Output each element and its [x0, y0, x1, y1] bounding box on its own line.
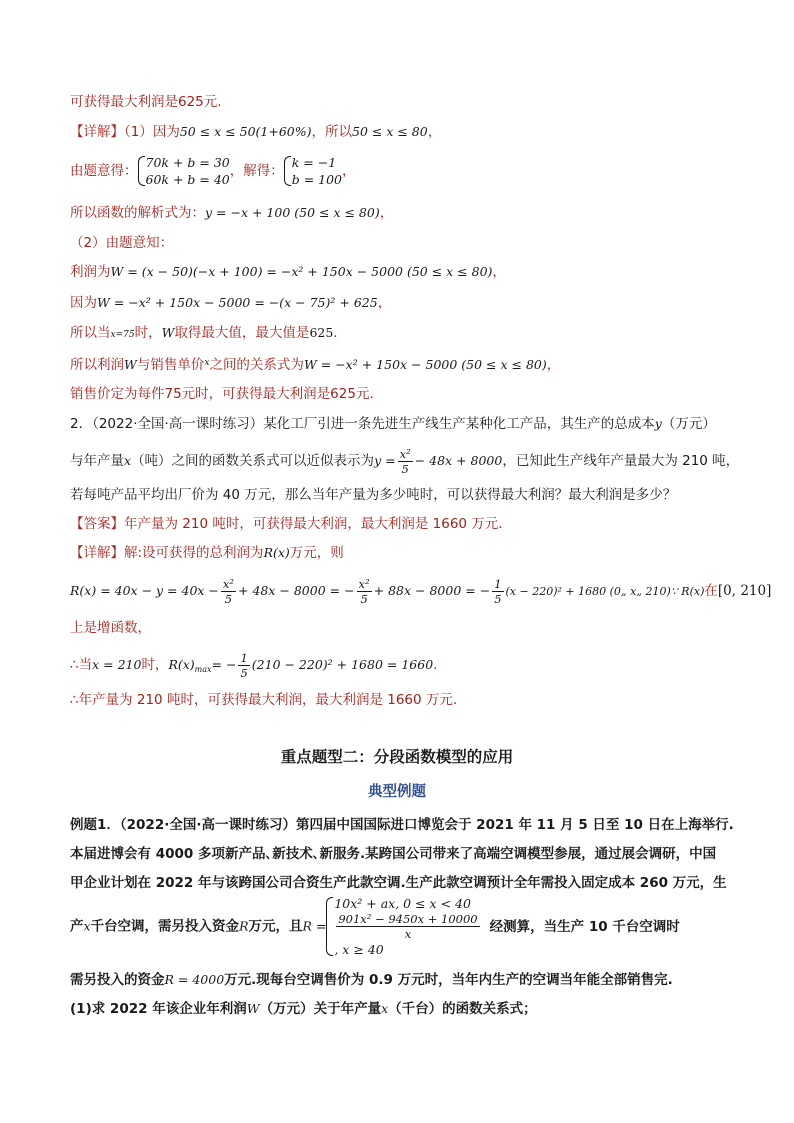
text: 与年产量: [70, 453, 124, 469]
math: R = 4000: [164, 972, 225, 987]
text-line: [70, 293, 724, 313]
math: W = −x² + 150x − 5000 (50 ≤ x ≤ 80): [303, 357, 547, 372]
piecewise-function: [326, 895, 481, 958]
fraction: [398, 447, 413, 476]
section-subheading: 典型例题: [368, 784, 426, 800]
text: 年产量为 210 吨时，可获得最大利润，最大利润是 1660 万元.: [124, 516, 503, 532]
answer-tag: 【答案】: [70, 516, 124, 532]
math: R(x): [263, 545, 290, 560]
text: 所以当: [70, 325, 111, 341]
fraction: [492, 577, 503, 606]
text: 若每吨产品平均出厂价为 40 万元，那么当年产量为多少吨时，可以获得最大利润？最大利润是多少？: [70, 487, 677, 503]
text-line: [70, 92, 724, 112]
numerator: x²: [222, 577, 235, 591]
text-line: [70, 203, 724, 223]
text: .: [333, 325, 338, 341]
math: 50 ≤ x ≤ 50(1+60%): [179, 124, 312, 139]
detail-tag: 【详解】: [70, 545, 124, 561]
numerator: 1: [240, 650, 248, 665]
text: 需另投入的资金: [70, 972, 165, 988]
text: 由题意得：: [70, 163, 138, 179]
fraction: [238, 651, 249, 680]
text: 所以利润: [70, 357, 124, 373]
text: 产: [70, 918, 84, 935]
numerator: x²: [358, 577, 370, 591]
text: 万元.现每台空调售价为 0.9 万元时，当年内生产的空调当年能全部销售完.: [224, 972, 673, 988]
text-line: [70, 262, 724, 282]
math: R(x) = 40x − y = 40x −: [70, 583, 219, 598]
problem-line: [70, 414, 724, 434]
text: （1）因为: [124, 124, 180, 140]
text: 上是增函数，: [70, 620, 151, 636]
math: (x − 220)² + 1680 (0„ x„ 210): [505, 585, 671, 598]
text: 时，: [134, 325, 162, 341]
text: 之间的关系式为: [209, 357, 304, 373]
text: 千台空调，需另投入资金: [90, 918, 240, 935]
equation-system: [138, 154, 230, 188]
text: 经测算，当生产 10 千台空调时: [489, 918, 680, 935]
denominator: 5: [360, 592, 368, 606]
numerator: 901x² − 9450x + 10000: [338, 912, 478, 926]
fraction: [336, 912, 479, 941]
math: x: [204, 358, 210, 368]
text: 取得最大值，最大值是: [174, 325, 310, 341]
denominator: 5: [240, 665, 248, 680]
text: , x ≥ 40: [334, 942, 384, 957]
text: （吨）之间的函数关系式可以近似表示为: [131, 453, 375, 469]
math: W: [246, 1001, 260, 1016]
math-line: [70, 572, 772, 611]
math: x: [83, 918, 91, 934]
math: 625: [309, 325, 334, 340]
denominator: 5: [401, 461, 409, 476]
text: ，所以: [311, 124, 353, 140]
text: ，: [377, 295, 392, 311]
denominator: 5: [494, 592, 502, 606]
equation: b = 100: [291, 172, 343, 187]
example-line: [70, 970, 724, 990]
math: [0, 210]: [717, 583, 772, 599]
answer-text: 可获得最大利润是625元.: [70, 94, 222, 110]
text: （2）由题意知：: [70, 235, 174, 251]
text-line: [70, 323, 724, 345]
text: ，: [342, 163, 356, 179]
text-line: [70, 618, 724, 638]
text: ，: [427, 124, 442, 140]
denominator: 5: [224, 592, 233, 606]
text: ∴当: [70, 657, 93, 673]
text: （千台）的函数关系式；: [388, 1001, 537, 1017]
math: = −: [211, 657, 237, 672]
text: 例题1．（2022·全国·高一课时练习）第四届中国国际进口博览会于 2021 年 11 月 5 日至 10 日在上海举行.: [70, 817, 734, 833]
math: W: [161, 325, 175, 340]
text: ∴年产量为 210 吨时，可获得最大利润，最大利润是 1660 万元.: [70, 692, 458, 708]
math: x: [381, 1001, 389, 1016]
numerator: x²: [399, 446, 411, 461]
text: ，: [379, 205, 394, 221]
math: ∵ R(x): [670, 585, 705, 598]
text: 所以函数的解析式为：: [70, 205, 205, 221]
text: ，已知此生产线年产量最大为 210 吨，: [502, 453, 740, 469]
math: y =: [374, 453, 396, 468]
math: W: [124, 357, 137, 372]
text-line: [70, 122, 724, 142]
text: （万元）关于年产量: [259, 1001, 382, 1017]
text-line: [70, 152, 724, 190]
math: 50 ≤ x ≤ 80: [352, 124, 428, 139]
text: （万元）: [661, 416, 716, 432]
text: 时，: [141, 657, 169, 673]
example-line: [70, 895, 724, 958]
text: 销售价定为每件75元时，可获得最大利润是625元.: [70, 386, 374, 402]
text: (1)求 2022 年该企业年利润: [70, 1001, 247, 1017]
fraction: [221, 577, 236, 606]
text: 与销售单价: [136, 357, 205, 373]
math: R: [239, 918, 249, 934]
text: 利润为: [70, 264, 111, 280]
section-heading: 重点题型二：分段函数模型的应用: [280, 748, 514, 766]
text: 因为: [70, 295, 97, 311]
math: y = −x + 100 (50 ≤ x ≤ 80): [205, 205, 380, 220]
math: x: [124, 453, 132, 468]
equation: k = −1: [291, 155, 337, 170]
text-line: [70, 233, 724, 253]
text: 解:设可获得的总利润为: [124, 545, 264, 561]
text: 在: [704, 583, 718, 599]
math: x=75: [110, 330, 135, 340]
text-line: [70, 353, 724, 375]
numerator: 1: [494, 577, 502, 591]
text: ，: [546, 357, 561, 373]
example-line: [70, 873, 727, 893]
text: ，解得：: [229, 163, 284, 179]
text-line: [70, 514, 724, 534]
math: R(x): [168, 657, 195, 672]
math: W = (x − 50)(−x + 100) = −x² + 150x − 5000 (50 ≤ x ≤ 80): [110, 264, 493, 279]
text-line: [70, 648, 724, 687]
math: − 48x + 8000: [414, 453, 503, 468]
text-line: [70, 690, 724, 710]
math: + 48x − 8000 = −: [238, 583, 355, 598]
case: 10x² + ax, 0 ≤ x < 40: [334, 896, 471, 911]
text: .: [433, 657, 438, 673]
equation: 60k + b = 40: [145, 172, 230, 187]
problem-line: [70, 442, 740, 480]
example-line: [70, 999, 724, 1019]
denominator: x: [404, 927, 412, 941]
math: W = −x² + 150x − 5000 = −(x − 75)² + 625: [97, 295, 378, 310]
problem-line: [70, 485, 724, 505]
math: + 88x − 8000 = −: [373, 583, 491, 598]
fraction: [357, 577, 372, 606]
example-line: [70, 815, 734, 835]
example-line: [70, 844, 724, 864]
case: [334, 912, 481, 958]
math: y: [654, 416, 662, 431]
text: 本届进博会有 4000 多项新产品､新技术､新服务.某跨国公司带来了高端空调模型参展，通过展会调研，中国: [70, 846, 717, 862]
text-line: [70, 543, 724, 563]
text: 甲企业计划在 2022 年与该跨国公司合资生产此款空调.生产此款空调预计全年需投入固定成本 260 万元，生: [70, 875, 727, 891]
text: 万元，则: [289, 545, 344, 561]
equation: 70k + b = 30: [145, 155, 230, 170]
math: R =: [302, 918, 327, 934]
text: 2．（2022·全国·高一课时练习）某化工厂引进一条先进生产线生产某种化工产品，其生产的总成本: [70, 416, 655, 432]
subscript: max: [194, 665, 212, 674]
math: (210 − 220)² + 1680 = 1660: [251, 657, 434, 672]
text: 万元，且: [248, 918, 303, 935]
solution-system: [284, 154, 342, 188]
text-line: [70, 384, 724, 404]
math: x = 210: [92, 657, 142, 672]
text: ，: [492, 264, 506, 280]
detail-tag: 【详解】: [70, 124, 124, 140]
